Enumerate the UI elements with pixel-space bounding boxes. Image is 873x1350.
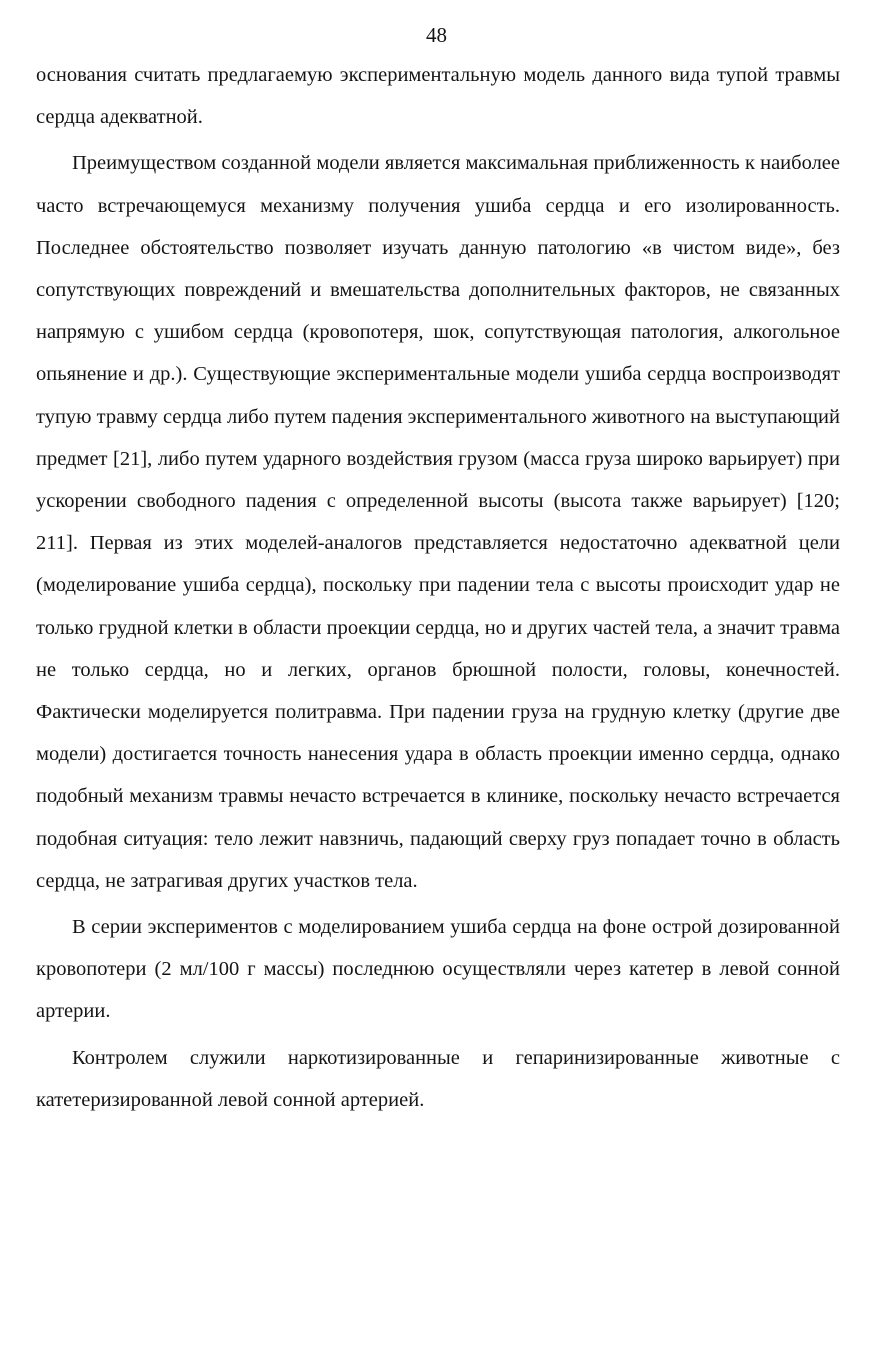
paragraph-continuation: основания считать предлагаемую экспериментальную модель данного вида тупой травмы сердца адекватной. <box>36 64 840 129</box>
paragraph-model-advantages: Преимуществом созданной модели является максимальная приближенность к наиболее часто встречающемуся механизму получения ушиба сердца и его изолированность. Последнее обстоятельство позволяет изучать данную патологию «в чистом виде», без сопутствующих повреждений и вмешательства дополнительных факторов, не связанных напрямую с ушибом сердца (кровопотеря, шок, сопутствующая патология, алкогольное опьянение и др.). Существующие экспериментальные модели ушиба сердца воспроизводят тупую травму сердца либо путем падения экспериментального животного на выступающий предмет [21], либо путем ударного воздействия грузом (масса груза широко варьирует) при ускорении свободного падения с определенной высоты (высота также варьирует) [120; 211]. Первая из этих моделей-аналогов представляется недостаточно адекватной цели (моделирование ушиба сердца), поскольку при падении тела с высоты происходит удар не только грудной клетки в области проекции сердца, но и других частей тела, а значит травма не только сердца, но и легких, органов брюшной полости, головы, конечностей. Фактически моделируется политравма. При падении груза на грудную клетку (другие две модели) достигается точность нанесения удара в область проекции именно сердца, однако подобный механизм травмы нечасто встречается в клинике, поскольку нечасто встречается подобная ситуация: тело лежит навзничь, падающий сверху груз попадает точно в область сердца, не затрагивая других участков тела. <box>36 152 840 892</box>
page-number: 48 <box>426 23 447 47</box>
paragraph-control-group: Контролем служили наркотизированные и гепаринизированные животные с катетеризированной левой сонной артерией. <box>36 1046 840 1111</box>
paragraph-blood-loss-series: В серии экспериментов с моделированием ушиба сердца на фоне острой дозированной кровопотери (2 мл/100 г массы) последнюю осуществляли через катетер в левой сонной артерии. <box>36 916 840 1023</box>
text-body <box>36 54 840 1121</box>
